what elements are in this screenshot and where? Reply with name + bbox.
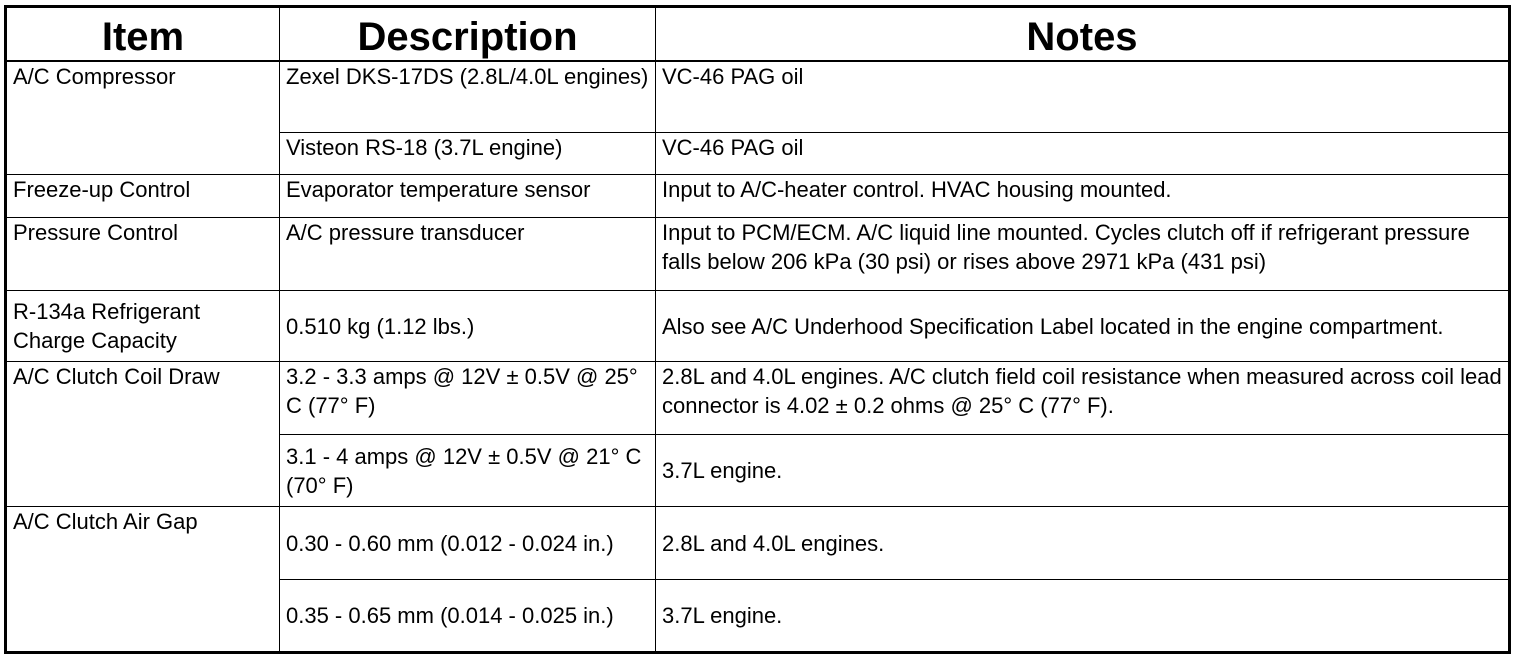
notes-cell: 3.7L engine. xyxy=(656,580,1510,653)
item-pressure-control: Pressure Control xyxy=(6,218,280,291)
header-row xyxy=(6,7,1510,61)
notes-cell: 2.8L and 4.0L engines. xyxy=(656,507,1510,580)
description-cell: 3.2 - 3.3 amps @ 12V ± 0.5V @ 25° C (77° F) xyxy=(280,362,656,435)
item-freeze-up-control: Freeze-up Control xyxy=(6,175,280,218)
description-cell: A/C pressure transducer xyxy=(280,218,656,291)
description-cell: 0.35 - 0.65 mm (0.014 - 0.025 in.) xyxy=(280,580,656,653)
header-description: Description xyxy=(280,7,656,61)
item-ac-compressor: A/C Compressor xyxy=(6,61,280,175)
item-clutch-coil-draw: A/C Clutch Coil Draw xyxy=(6,362,280,507)
notes-cell: Input to PCM/ECM. A/C liquid line mounted. Cycles clutch off if refrigerant pressure falls below 206 kPa (30 psi) or rises above 2971 kPa (431 psi) xyxy=(656,218,1510,291)
description-cell: Visteon RS-18 (3.7L engine) xyxy=(280,133,656,175)
item-clutch-air-gap: A/C Clutch Air Gap xyxy=(6,507,280,653)
description-cell: 3.1 - 4 amps @ 12V ± 0.5V @ 21° C (70° F) xyxy=(280,435,656,507)
table-row-pressure-control xyxy=(6,218,1510,291)
notes-cell: 3.7L engine. xyxy=(656,435,1510,507)
table-row-clutch-coil-28-40 xyxy=(6,362,1510,435)
notes-cell: Input to A/C-heater control. HVAC housing mounted. xyxy=(656,175,1510,218)
ac-specifications-table xyxy=(4,5,1511,654)
header-item: Item xyxy=(6,7,280,61)
table-row-compressor-zexel xyxy=(6,61,1510,133)
table-row-refrigerant-capacity xyxy=(6,291,1510,362)
notes-cell: 2.8L and 4.0L engines. A/C clutch field coil resistance when measured across coil lead connector is 4.02 ± 0.2 ohms @ 25° C (77° F). xyxy=(656,362,1510,435)
description-cell: 0.510 kg (1.12 lbs.) xyxy=(280,291,656,362)
table-row-freeze-up xyxy=(6,175,1510,218)
item-refrigerant-capacity: R-134a Refrigerant Charge Capacity xyxy=(6,291,280,362)
description-cell: Evaporator temperature sensor xyxy=(280,175,656,218)
notes-cell: Also see A/C Underhood Specification Label located in the engine compartment. xyxy=(656,291,1510,362)
notes-cell: VC-46 PAG oil xyxy=(656,61,1510,133)
table-row-air-gap-28-40 xyxy=(6,507,1510,580)
description-cell: 0.30 - 0.60 mm (0.012 - 0.024 in.) xyxy=(280,507,656,580)
header-notes: Notes xyxy=(656,7,1510,61)
notes-cell: VC-46 PAG oil xyxy=(656,133,1510,175)
description-cell: Zexel DKS-17DS (2.8L/4.0L engines) xyxy=(280,61,656,133)
